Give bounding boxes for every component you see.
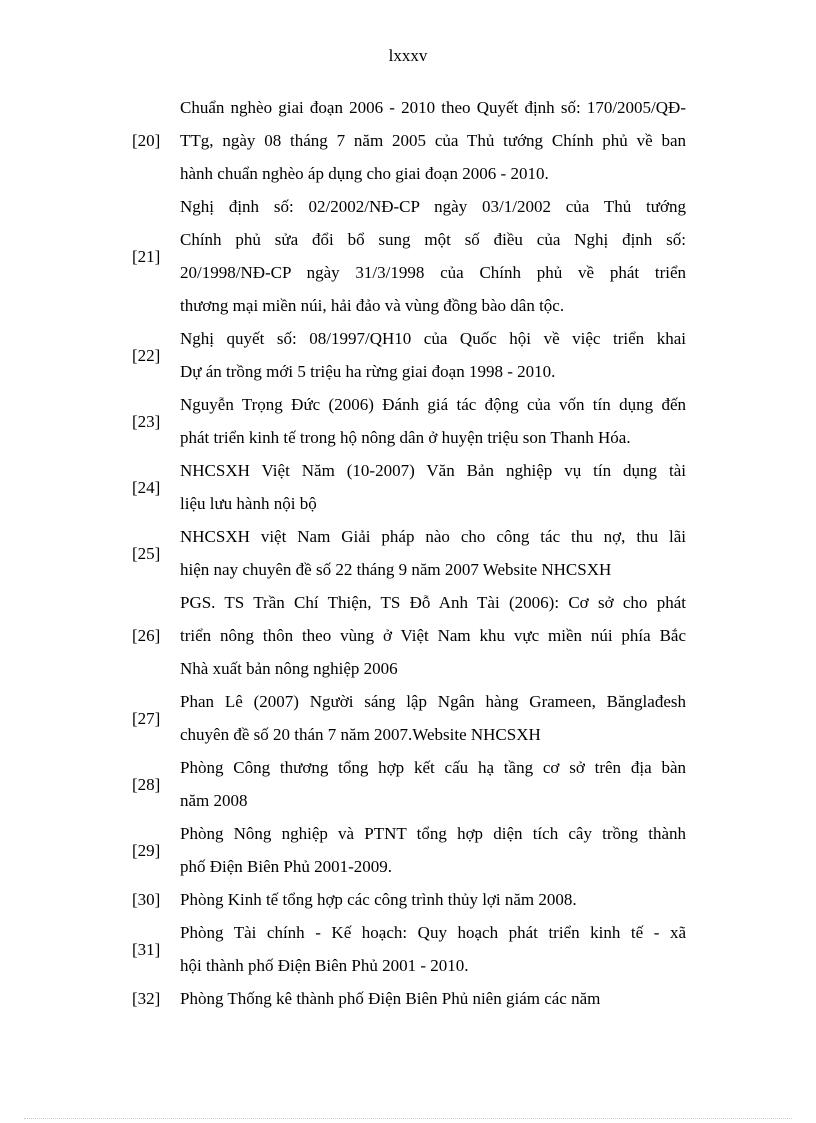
reference-entry [120,322,686,388]
reference-line: Phòng Tài chính - Kế hoạch: Quy hoạch phát triển kinh tế - xã [180,923,686,942]
reference-text [180,91,686,190]
reference-text [180,586,686,685]
reference-number: [29] [132,840,161,860]
reference-number: [26] [132,626,161,645]
reference-number: [23] [132,411,161,431]
reference-text [180,322,686,388]
reference-text [180,751,686,817]
reference-entry [120,454,686,520]
reference-entry [120,91,686,190]
reference-entry [120,817,686,883]
reference-line: Nghị định số: 02/2002/NĐ-CP ngày 03/1/2002 của Thủ tướng [180,197,686,216]
reference-entry [120,883,686,916]
reference-line: Phan Lê (2007) Người sáng lập Ngân hàng Grameen, Bănglađesh [180,692,686,711]
reference-line: PGS. TS Trần Chí Thiện, TS Đỗ Anh Tài (2006): Cơ sở cho phát [180,593,686,612]
reference-number: [24] [132,477,161,497]
reference-text [180,817,686,883]
reference-line: Phòng Thống kê thành phố Điện Biên Phủ niên giám các năm [180,989,601,1008]
reference-entry [120,190,686,322]
reference-entry [120,982,686,1015]
reference-number: [28] [132,774,161,794]
reference-line: hội thành phố Điện Biên Phủ 2001 - 2010. [180,956,469,975]
reference-line: Phòng Nông nghiệp và PTNT tổng hợp diện tích cây trồng thành [180,824,686,843]
reference-line: năm 2008 [180,791,248,810]
reference-number: [27] [132,708,161,728]
reference-line: TTg, ngày 08 tháng 7 năm 2005 của Thủ tướng Chính phủ về ban [180,131,686,150]
reference-line: thương mại miền núi, hải đảo và vùng đồng bào dân tộc. [180,296,565,315]
reference-text [180,520,686,586]
reference-number: [20] [132,131,161,150]
reference-text [180,916,686,982]
reference-line: NHCSXH việt Nam Giải pháp nào cho công tác thu nợ, thu lãi [180,527,686,546]
page-bottom-divider [24,1118,792,1119]
reference-line: phát triển kinh tế trong hộ nông dân ở huyện triệu son Thanh Hóa. [180,428,631,447]
reference-number: [31] [132,939,161,959]
reference-list [120,91,686,1015]
reference-line: Chuẩn nghèo giai đoạn 2006 - 2010 theo Quyết định số: 170/2005/QĐ- [180,98,686,117]
reference-text [180,685,686,751]
reference-line: Phòng Công thương tổng hợp kết cấu hạ tầng cơ sở trên địa bàn [180,758,686,777]
reference-number: [32] [132,989,161,1008]
reference-text [180,190,686,322]
reference-line: chuyên đề số 20 thán 7 năm 2007.Website NHCSXH [180,725,541,744]
reference-line: Phòng Kinh tế tổng hợp các công trình thủy lợi năm 2008. [180,890,577,909]
reference-number: [21] [132,246,161,266]
reference-text [180,454,686,520]
reference-entry [120,916,686,982]
reference-text [180,388,686,454]
reference-line: 20/1998/NĐ-CP ngày 31/3/1998 của Chính phủ về phát triển [180,263,686,282]
reference-line: Dự án trồng mới 5 triệu ha rừng giai đoạn 1998 - 2010. [180,362,556,381]
reference-line: hiện nay chuyên đề số 22 tháng 9 năm 2007 Website NHCSXH [180,560,612,579]
reference-number: [30] [132,890,161,909]
reference-line: NHCSXH Việt Năm (10-2007) Văn Bản nghiệp vụ tín dụng tài [180,461,686,480]
reference-number: [22] [132,345,161,365]
reference-entry [120,586,686,685]
reference-entry [120,685,686,751]
reference-line: Nhà xuất bản nông nghiệp 2006 [180,659,398,678]
reference-entry [120,751,686,817]
reference-line: triển nông thôn theo vùng ở Việt Nam khu vực miền núi phía Bắc [180,626,686,645]
reference-text [180,883,686,916]
reference-entry [120,520,686,586]
reference-entry [120,388,686,454]
reference-number: [25] [132,543,161,563]
reference-line: Chính phủ sửa đổi bổ sung một số điều của Nghị định số: [180,230,686,249]
page-number: lxxxv [388,46,428,65]
reference-text [180,982,686,1015]
reference-line: Nguyễn Trọng Đức (2006) Đánh giá tác động của vốn tín dụng đến [180,395,686,414]
reference-line: Nghị quyết số: 08/1997/QH10 của Quốc hội về việc triển khai [180,329,686,348]
reference-line: liệu lưu hành nội bộ [180,494,317,513]
reference-line: phố Điện Biên Phủ 2001-2009. [180,857,393,876]
reference-line: hành chuẩn nghèo áp dụng cho giai đoạn 2006 - 2010. [180,164,549,183]
